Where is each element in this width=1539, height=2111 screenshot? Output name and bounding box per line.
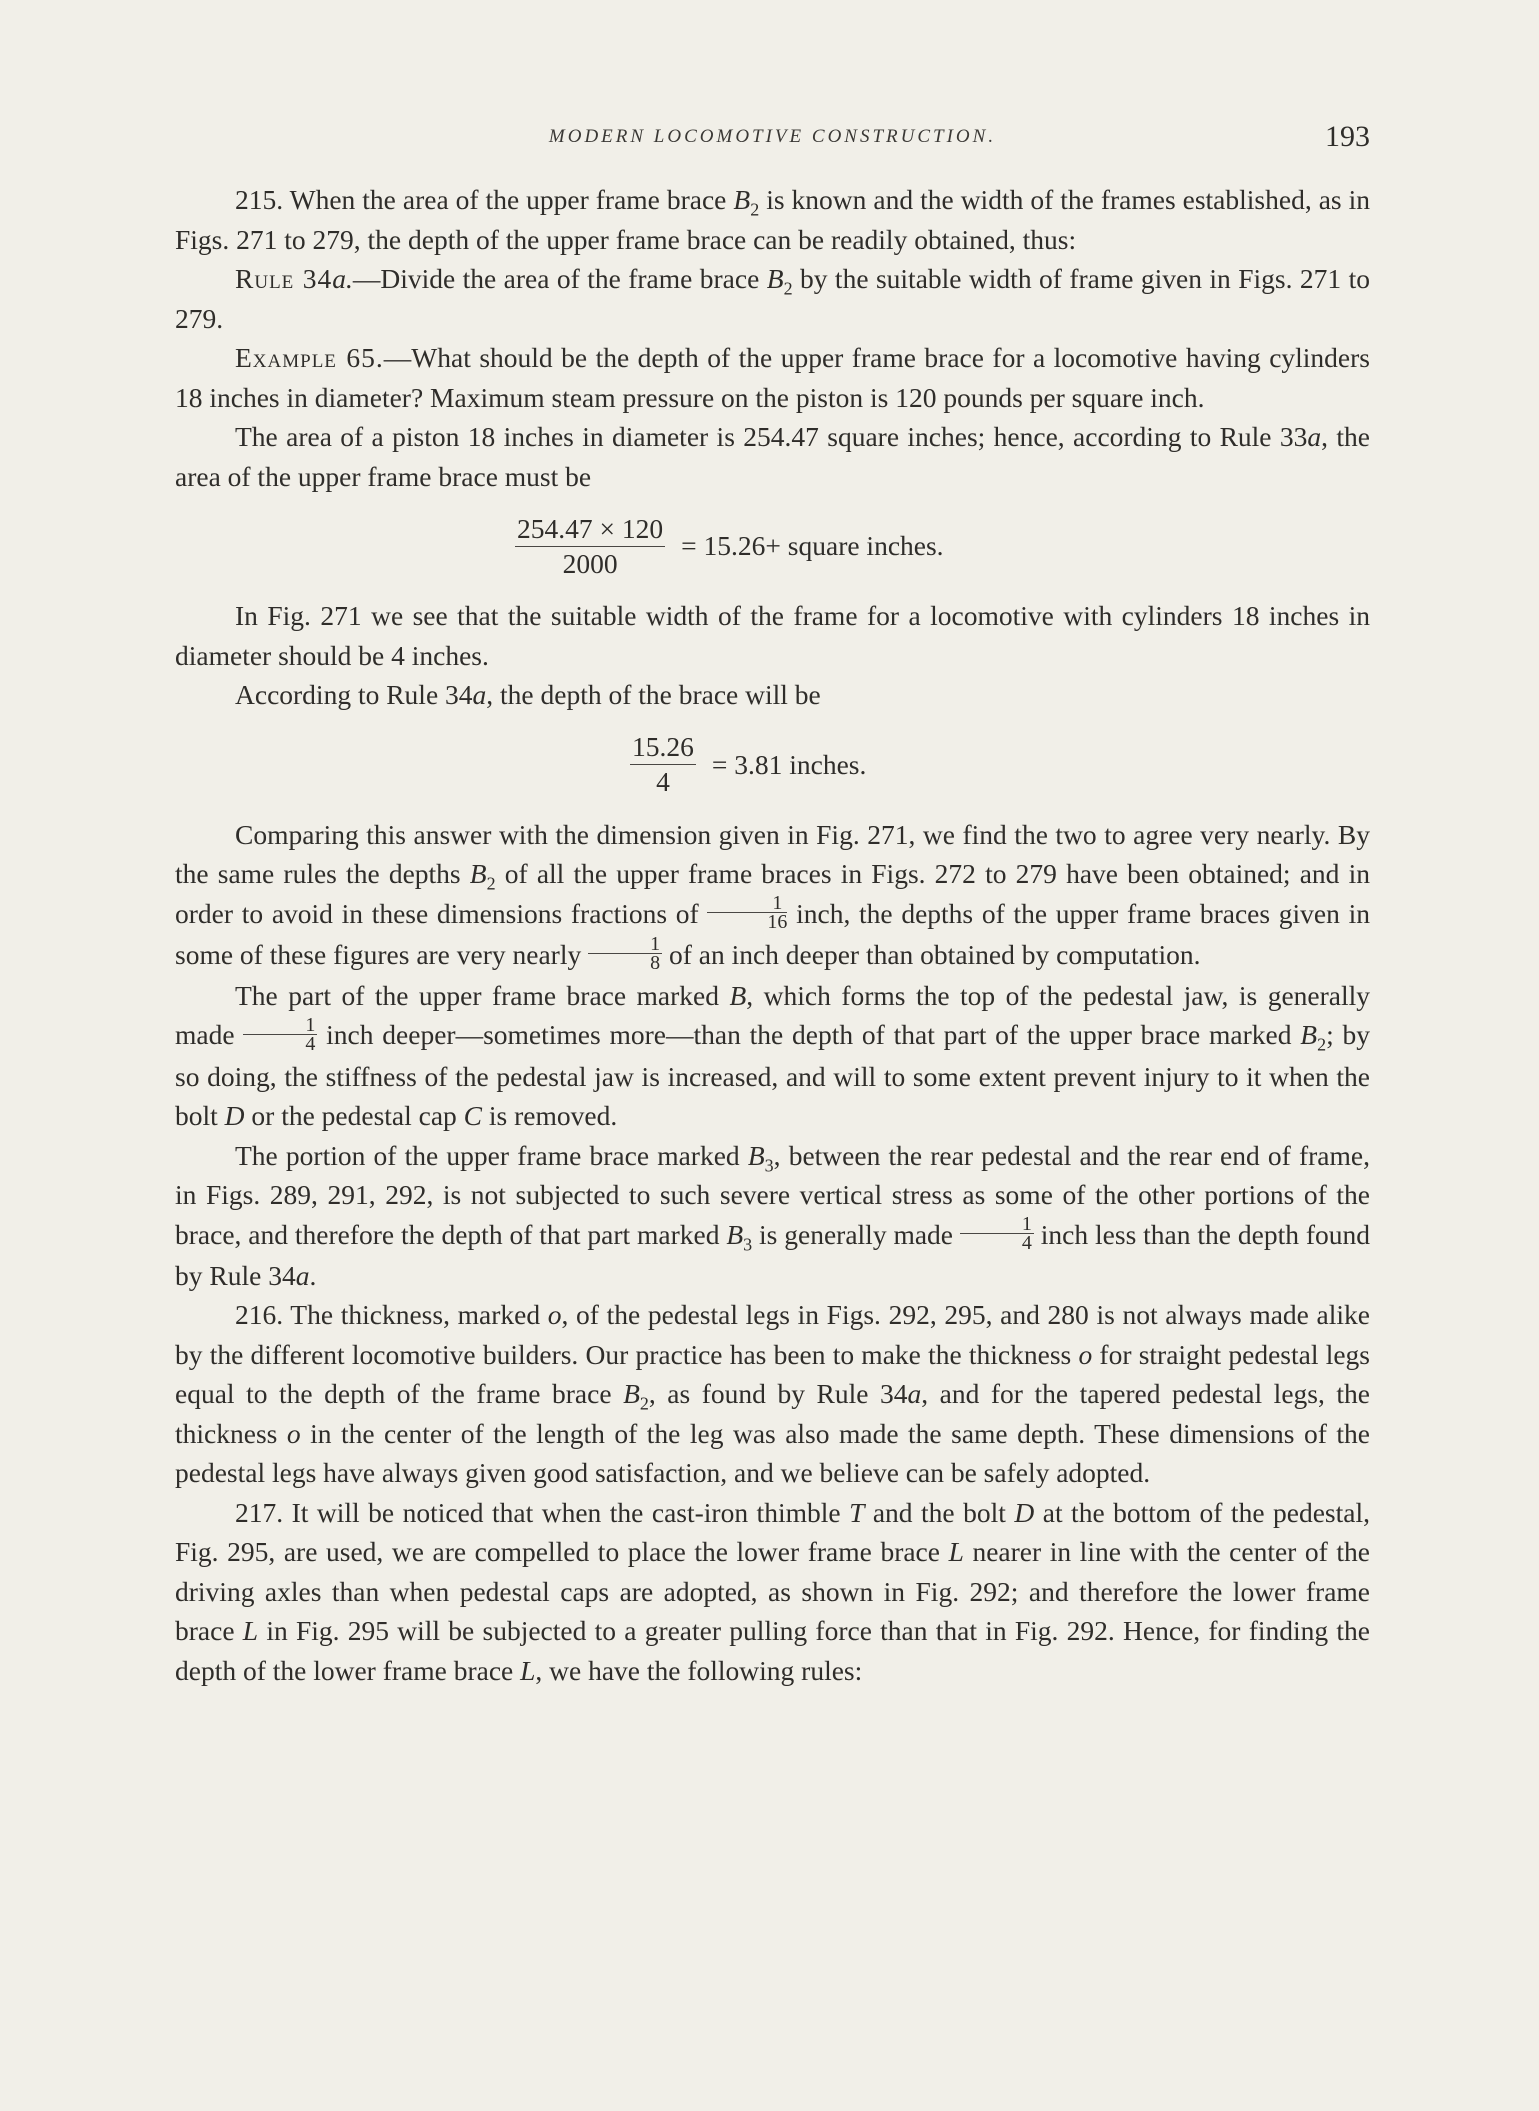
running-title: MODERN LOCOMOTIVE CONSTRUCTION.	[548, 126, 997, 147]
formula-area: $\frac{254.47 \times 120}{2000}$ = 15.26+ square inches.	[517, 512, 944, 579]
according-paragraph: According to Rule 34a, the depth of the brace will be	[235, 679, 821, 710]
comparing-paragraph: Comparing this answer with the dimension given in Fig. 271, we find the two to agree very nearly. By the same rules the depths $B_2$ of all the upper frame braces in Figs. 272 to 279 have been obtained; and in order to avoid in these dimensions fractions of $\frac{1}{16}$ inch, the depths of the upper frame braces given in some of these figures are very nearly $\frac{1}{8}$ of an inch deeper than obtained by computation.	[175, 818, 1370, 974]
page-number: 193	[1325, 120, 1370, 153]
example-65: Example 65.—What should be the depth of the upper frame brace for a locomotive having cylinders 18 inches in diameter? Maximum steam pressure on the piston is 120 pounds per square inch.	[175, 342, 1370, 413]
page-header	[175, 120, 1370, 160]
fraction: $\frac{15.26}{4}$	[632, 731, 694, 797]
fraction: $\frac{254.47 \times 120}{2000}$	[517, 512, 664, 579]
paragraph-215: 215. When the area of the upper frame brace $B_2$ is known and the width of the frames established, as in Figs. 271 to 279, the depth of the upper frame brace can be readily obtained, thus:	[175, 184, 1370, 255]
fraction-eighth: $\frac{1}{8}$	[588, 935, 662, 972]
fraction-quarter: $\frac{1}{4}$	[243, 1016, 317, 1053]
paragraph-216: 216. The thickness, marked o, of the pedestal legs in Figs. 292, 295, and 280 is not always made alike by the different locomotive builders. Our practice has been to make the thickness o for straight pedestal legs equal to the depth of the frame brace $B_2$, as found by Rule 34a, and for the tapered pedestal legs, the thickness o in the center of the length of the leg was also made the same depth. These dimensions of the pedestal legs have always given good satisfaction, and we believe can be safely adopted.	[175, 1299, 1370, 1489]
part-paragraph: The part of the upper frame brace marked B, which forms the top of the pedestal jaw, is generally made $\frac{1}{4}$ inch deeper—sometimes more—than the depth of that part of the upper brace marked $B_2$; by so doing, the stiffness of the pedestal jaw is increased, and will to some extent prevent injury to it when the bolt D or the pedestal cap C is removed.	[175, 979, 1371, 1132]
formula-depth: $\frac{15.26}{4}$ = 3.81 inches.	[632, 731, 867, 797]
body-text	[175, 180, 1370, 1690]
fraction-quarter: $\frac{1}{4}$	[960, 1215, 1034, 1252]
area-paragraph: The area of a piston 18 inches in diameter is 254.47 square inches; hence, according to Rule 33a, the area of the upper frame brace must be	[175, 421, 1370, 492]
portion-paragraph: The portion of the upper frame brace marked $B_3$, between the rear pedestal and the rear end of frame, in Figs. 289, 291, 292, is not subjected to such severe vertical stress as some of the other portions of the brace, and therefore the depth of that part marked $B_3$ is generally made $\frac{1}{4}$ inch less than the depth found by Rule 34a.	[175, 1139, 1371, 1291]
fig271-paragraph: In Fig. 271 we see that the suitable width of the frame for a locomotive with cylinders 18 inches in diameter should be 4 inches.	[175, 600, 1370, 671]
paragraph-217: 217. It will be noticed that when the cast-iron thimble T and the bolt D at the bottom of the pedestal, Fig. 295, are used, we are compelled to place the lower frame brace L nearer in line with the center of the driving axles than when pedestal caps are adopted, as shown in Fig. 292; and therefore the lower frame brace L in Fig. 295 will be subjected to a greater pulling force than that in Fig. 292. Hence, for finding the depth of the lower frame brace L, we have the following rules:	[175, 1496, 1370, 1686]
rule-34a: Rule 34a.—Divide the area of the frame brace $B_2$ by the suitable width of frame given in Figs. 271 to 279.	[175, 263, 1371, 334]
fraction-sixteenth: $\frac{1}{16}$	[707, 894, 787, 931]
